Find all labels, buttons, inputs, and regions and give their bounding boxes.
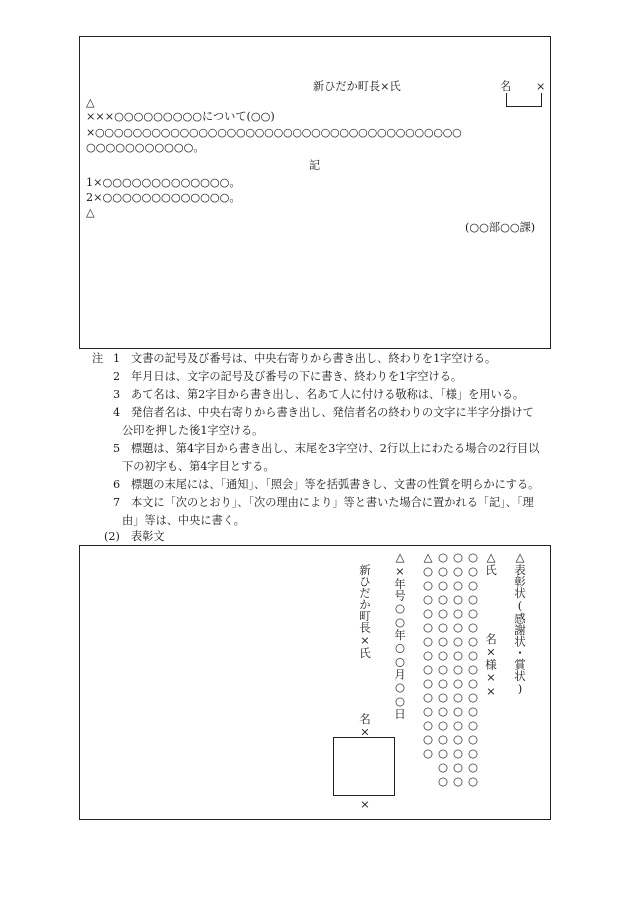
commendation-body-column-2: ○○○○○○○○○○○○○○○○○ <box>451 550 465 788</box>
note-number: 1 <box>113 352 121 365</box>
notes-prefix: 注 <box>92 352 104 365</box>
note-continuation: 公印を押した後1字空ける。 <box>122 424 264 437</box>
note-continuation: 由」等は、中央に書く。 <box>122 514 245 527</box>
seal-mark: × <box>536 80 546 93</box>
seal-label: 名 <box>500 80 512 93</box>
item-2: 2×○○○○○○○○○○○○○。 <box>86 191 241 204</box>
note-continuation: 下の初字も、第4字目とする。 <box>122 460 275 473</box>
space-mark: △ <box>86 96 95 109</box>
note-number: 5 <box>113 442 121 455</box>
note-text: 標題は、第4字目から書き出し、末尾を3字空け、2行以上にわたる場合の2行目以 <box>131 442 540 455</box>
note-text: 文書の記号及び番号は、中央右寄りから書き出し、終わりを1字空ける。 <box>131 352 497 365</box>
sender-column: 新ひだか町長×氏 <box>358 564 372 659</box>
commendation-body-column-4: △○○○○○○○○○○○○○○ <box>421 550 435 760</box>
department-label: (○○部○○課) <box>465 221 536 234</box>
note-number: 7 <box>113 496 121 509</box>
note-text: 本文に「次のとおり」、「次の理由により」等と書いた場合に置かれる「記」、「理 <box>131 496 534 509</box>
section-number: (2) <box>104 530 120 543</box>
date-column: △×年号○○年○○月○○日 <box>393 550 407 720</box>
item-1: 1×○○○○○○○○○○○○○。 <box>86 176 241 189</box>
commendation-form-frame <box>79 545 551 820</box>
ki-heading: 記 <box>309 159 321 172</box>
note-text: 年月日は、文字の記号及び番号の下に書き、終わりを1字空ける。 <box>131 370 463 383</box>
body-line-2: ○○○○○○○○○○○。 <box>86 141 205 154</box>
note-number: 3 <box>113 388 121 401</box>
space-mark-2: △ <box>86 206 95 219</box>
note-number: 6 <box>113 478 121 491</box>
commendation-title-column: △表彰状(感謝状・賞状) <box>513 550 527 696</box>
note-text: 発信者名は、中央右寄りから書き出し、発信者名の終わりの文字に半字分掛けて <box>131 406 534 419</box>
section-title: 表彰文 <box>131 530 165 543</box>
body-line-1: ×○○○○○○○○○○○○○○○○○○○○○○○○○○○○○○○○○○○○○○○ <box>86 126 462 139</box>
seal-name-label: 名× <box>358 713 372 739</box>
sender-name: 新ひだか町長×氏 <box>313 80 401 93</box>
subject-line: ×××○○○○○○○○○について(○○) <box>86 110 275 123</box>
note-number: 4 <box>113 406 121 419</box>
note-text: あて名は、第2字目から書き出し、名あて人に付ける敬称は、「様」を用いる。 <box>131 388 525 401</box>
commendation-body-column-3: ○○○○○○○○○○○○○○○○○ <box>436 550 450 788</box>
note-text: 標題の末尾には、「通知」、「照会」等を括弧書きし、文書の性質を明らかにする。 <box>131 478 540 491</box>
commendation-body-column-1: ○○○○○○○○○○○○○○○○○ <box>466 550 480 788</box>
note-number: 2 <box>113 370 121 383</box>
seal-after-mark: × <box>358 797 372 811</box>
seal-bracket <box>506 93 542 107</box>
recipient-name-column: △氏 名×様×× <box>484 550 498 698</box>
official-seal-box <box>333 737 395 796</box>
